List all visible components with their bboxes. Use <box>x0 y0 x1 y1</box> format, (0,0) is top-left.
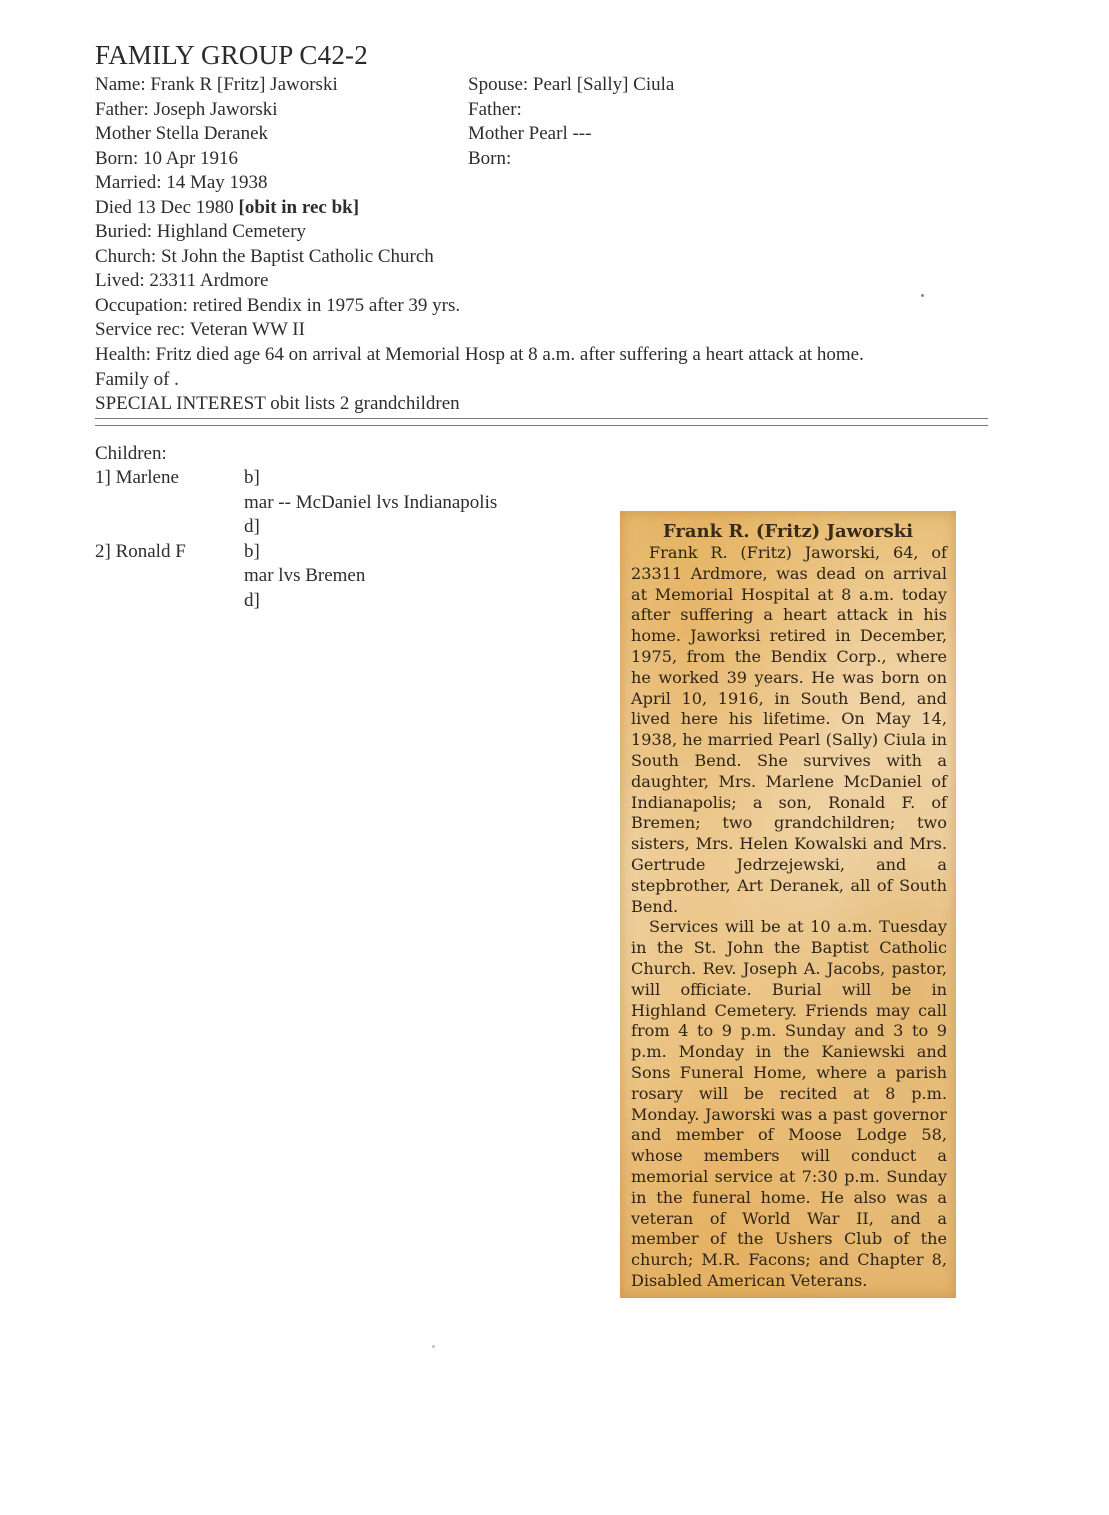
obituary-headline: Frank R. (Fritz) Jaworski <box>662 521 914 542</box>
service-line: Service rec: Veteran WW II <box>95 319 305 340</box>
died-text: Died 13 Dec 1980 <box>95 197 239 218</box>
father-line: Father: Joseph Jaworski <box>95 99 278 120</box>
child-name: 2] Ronald F <box>95 541 186 562</box>
child-married: mar lvs Bremen <box>244 565 366 586</box>
child-married: mar -- McDaniel lvs Indianapolis <box>244 492 498 513</box>
lived-line: Lived: 23311 Ardmore <box>95 270 269 291</box>
died-line <box>95 196 359 220</box>
child-name: 1] Marlene <box>95 467 179 488</box>
page-title: FAMILY GROUP C42-2 <box>95 40 368 70</box>
mother-line: Mother Stella Deranek <box>95 123 269 144</box>
name-line: Name: Frank R [Fritz] Jaworski <box>95 74 338 95</box>
spouse-mother-line: Mother Pearl --- <box>468 123 592 144</box>
double-separator <box>95 418 988 426</box>
special-interest-line: SPECIAL INTEREST obit lists 2 grandchildren <box>95 393 460 414</box>
child-born: b] <box>244 467 260 488</box>
obituary-paragraph: Frank R. (Fritz) Jaworski, 64, of 23311 Ardmore, was dead on arrival at Memorial Hospital at 8 a.m. today after suffering a heart attack in his home. Jaworksi retired in December, 1975, from the Bendix Corp., where he worked 39 years. He was born on April 10, 1916, in South Bend, and lived here his lifetime. On May 14, 1938, he married Pearl (Sally) Ciula in South Bend. She survives with a daughter, Mrs. Marlene McDaniel of Indianapolis; a son, Ronald F. of Bremen; two grandchildren; two sisters, Mrs. Helen Kowalski and Mrs. Gertrude Jedrzejewski, and a stepbrother, Art Deranek, all of South Bend. <box>631 543 947 916</box>
buried-line: Buried: Highland Cemetery <box>95 221 307 242</box>
child-died: d] <box>244 590 260 611</box>
obituary-clipping <box>620 511 956 1298</box>
occupation-line: Occupation: retired Bendix in 1975 after 39 yrs. <box>95 295 461 316</box>
spouse-born-line: Born: <box>468 148 512 169</box>
married-line: Married: 14 May 1938 <box>95 172 268 193</box>
spouse-line: Spouse: Pearl [Sally] Ciula <box>468 74 675 95</box>
spouse-father-line: Father: <box>468 99 522 120</box>
church-line: Church: St John the Baptist Catholic Church <box>95 246 434 267</box>
obit-note: [obit in rec bk] <box>238 197 360 218</box>
obituary-text <box>631 543 947 1292</box>
born-line: Born: 10 Apr 1916 <box>95 148 239 169</box>
family-line: Family of . <box>95 369 179 390</box>
child-died: d] <box>244 516 260 537</box>
obituary-paragraph: Services will be at 10 a.m. Tuesday in the St. John the Baptist Catholic Church. Rev. Joseph A. Jacobs, pastor, will officiate. Burial will be in Highland Cemetery. Friends may call from 4 to 9 p.m. Sunday and 3 to 9 p.m. Monday in the Kaniewski and Sons Funeral Home, where a parish rosary will be recited at 8 p.m. Monday. Jaworski was a past governor and member of Moose Lodge 58, whose members will conduct a memorial service at 7:30 p.m. Sunday in the funeral home. He also was a veteran of World War II, and a member of the Ushers Club of the church; M.R. Facons; and Chapter 8, Disabled American Veterans. <box>631 917 947 1290</box>
scan-speck <box>432 1345 435 1348</box>
scan-speck <box>921 294 924 297</box>
health-line: Health: Fritz died age 64 on arrival at Memorial Hosp at 8 a.m. after suffering a heart attack at home. <box>95 344 864 365</box>
children-heading: Children: <box>95 443 167 464</box>
child-born: b] <box>244 541 260 562</box>
